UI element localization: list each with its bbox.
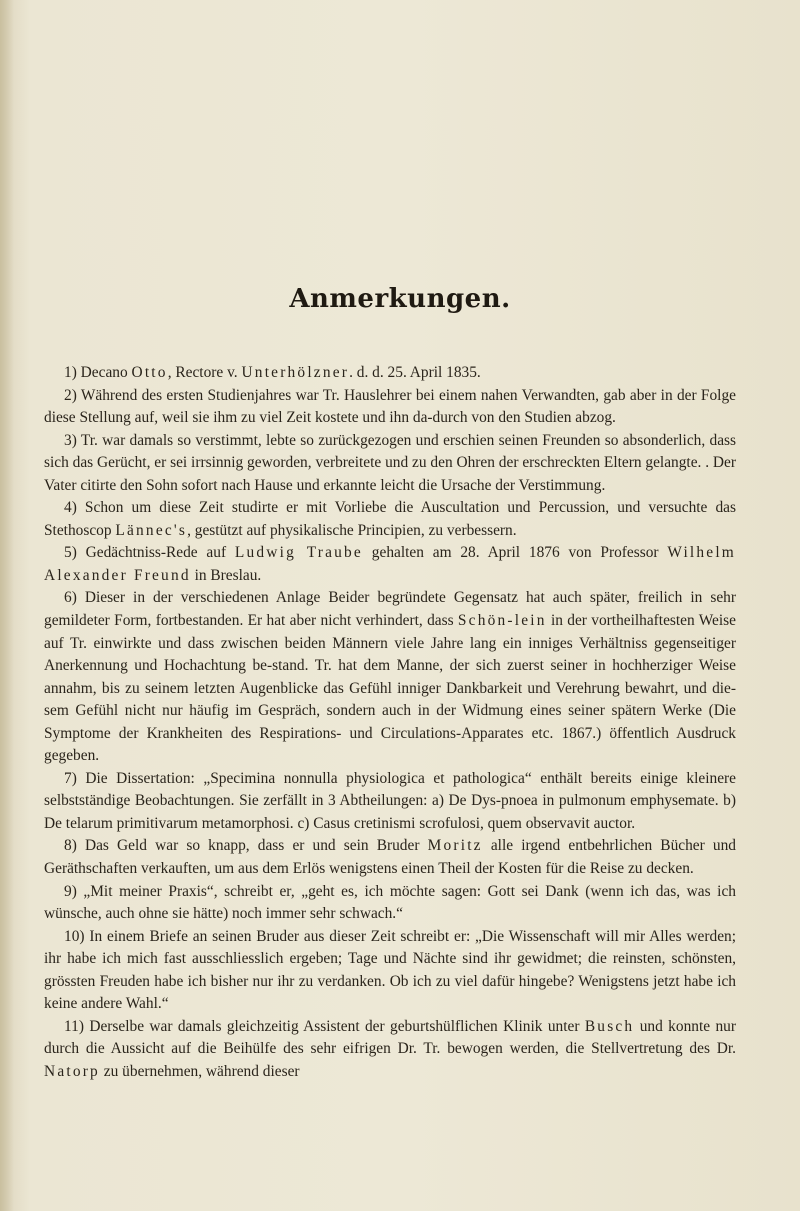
note-8: 8) Das Geld war so knapp, dass er und sein Bruder Moritz alle irgend entbehrlichen Bücher und Geräthschaften verkauften, um aus dem Erlös wenigstens einen Theil der Kosten für die Reise zu decken. xyxy=(44,837,736,878)
note-7: 7) Die Dissertation: „Specimina nonnulla physiologica et pathologica“ enthält bereits einige kleinere selbstständige Beobachtungen. Sie zerfällt in 3 Abtheilungen: a) De Dys-pnoea in pulmonum emphysemate. b) De telarum primitivarum metamorphosi. c) Casus cretinismi scrofulosi, quem observavit auctor. xyxy=(44,769,736,832)
note-11: 11) Derselbe war damals gleichzeitig Assistent der geburtshülflichen Klinik unter Busch und konnte nur durch die Aussicht auf die Beihülfe des sehr eifrigen Dr. Tr. bewogen werden, die Stellvertretung des Dr. Natorp zu übernehmen, während dieser xyxy=(44,1017,737,1080)
note-3: 3) Tr. war damals so verstimmt, lebte so zurückgezogen und erschien seinen Freunden so absonderlich, dass sich das Gerücht, er sei irrsinnig geworden, verbreitete und zu den Ohren der erschreckten Eltern gelangte. . Der Vater citirte den Sohn sofort nach Hause und erkannte leicht die Ursache der Verstimmung. xyxy=(44,431,737,494)
page-binding-shadow xyxy=(0,0,14,1211)
page-heading: Anmerkungen. xyxy=(289,284,511,314)
note-6: 6) Dieser in der verschiedenen Anlage Beider begründete Gegensatz hat auch später, freilich in sehr gemildeter Form, fortbestanden. Er hat aber nicht verhindert, dass Schön-lein in der vortheilhaftesten Weise auf Tr. einwirkte und dass zwischen beiden Männern viele Jahre lang ein inniges Verhältniss gegenseitiger Anerkennung und Hochachtung be-stand. Tr. hat dem Manne, der sich zuerst seiner in hochherziger Weise annahm, bis zu seinem letzten Augenblicke das Gefühl inniger Dankbarkeit und Verehrung bewahrt, und die-sem Gefühl nicht nur häufig im Gespräch, sondern auch in der Widmung eines seiner spätern Werke (Die Symptome der Krankheiten des Respirations- und Circulations-Apparates etc. 1867.) öffentlich Ausdruck gegeben. xyxy=(44,589,736,765)
note-10: 10) In einem Briefe an seinen Bruder aus dieser Zeit schreibt er: „Die Wissenschaft will mir Alles werden; ihr habe ich mich fast ausschliesslich ergeben; Tage und Nächte sind ihr gewidmet; die reinsten, schönsten, grössten Freuden habe ich bisher nur ihr zu verdanken. Ob ich zu viel dafür hingebe? Wenigstens jetzt habe ich keine andere Wahl.“ xyxy=(44,927,736,1013)
note-4: 4) Schon um diese Zeit studirte er mit Vorliebe die Auscultation und Percussion, und versuchte das Stethoscop Lännec's, gestützt auf physikalische Principien, zu verbessern. xyxy=(44,499,736,539)
note-1: 1) Decano Otto, Rectore v. Unterhölzner. d. d. 25. April 1835. xyxy=(64,364,481,381)
note-2: 2) Während des ersten Studienjahres war Tr. Hauslehrer bei einem nahen Verwandten, gab aber in der Folge diese Stellung auf, weil sie ihm zu viel Zeit kostete und ihn da-durch von den Studien abzog. xyxy=(44,386,736,427)
notes-section xyxy=(44,362,736,1084)
note-9: 9) „Mit meiner Praxis“, schreibt er, „geht es, ich möchte sagen: Gott sei Dank (wenn ich das, was ich wünsche, auch ohne sie hätte) noch immer sehr schwach.“ xyxy=(44,882,736,923)
note-5: 5) Gedächtniss-Rede auf Ludwig Traube gehalten am 28. April 1876 von Professor Wilhelm Alexander Freund in Breslau. xyxy=(44,544,736,584)
